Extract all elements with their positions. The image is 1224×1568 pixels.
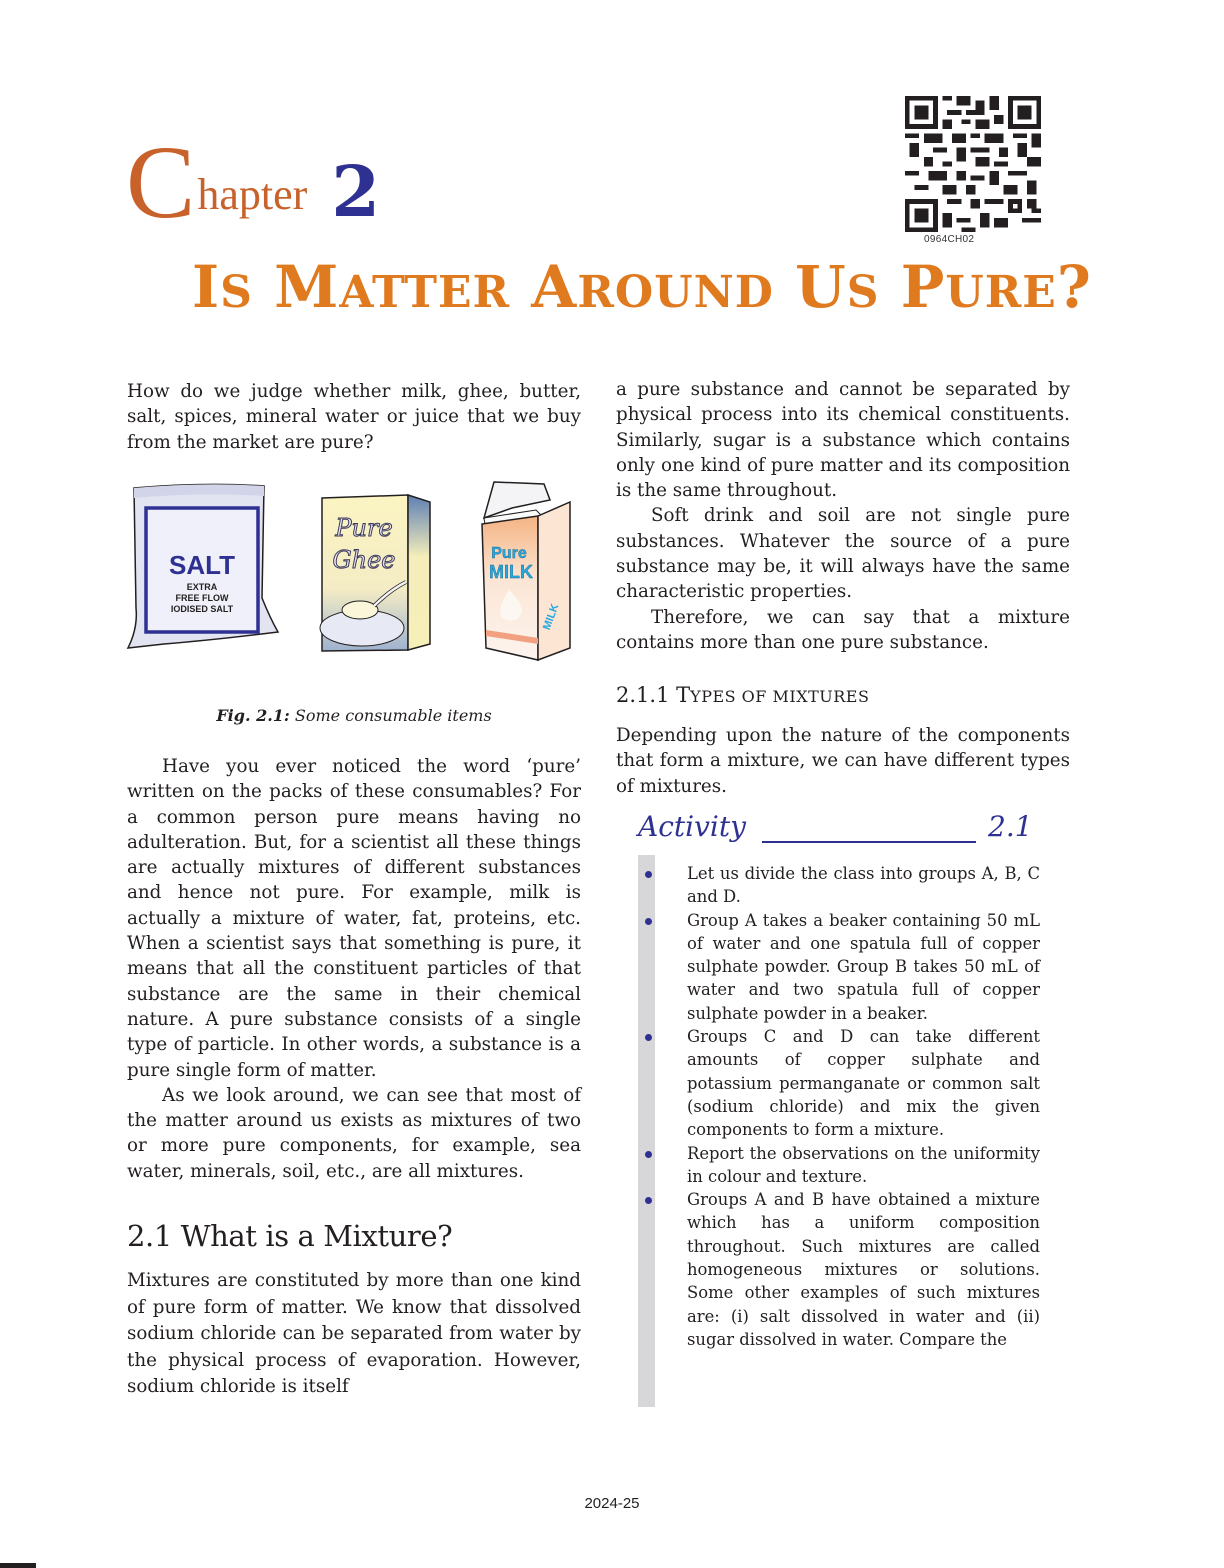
subsection-heading-types-of-mixtures: 2.1.1 TYPES OF MIXTURES <box>616 683 870 707</box>
paragraph-soft-drink: Soft drink and soil are not single pure substances. Whatever the source of a pure substance may be, it will always have the same characteristic properties. <box>616 505 1070 603</box>
bullet-icon <box>645 918 652 925</box>
svg-text:MILK: MILK <box>540 602 562 632</box>
right-body-text <box>616 377 1070 655</box>
figure-caption-label: Fig. 2.1: <box>216 706 290 725</box>
chapter-title <box>192 252 1092 328</box>
page-footer-year: 2024-25 <box>584 1495 640 1512</box>
title-word-us: US <box>795 253 880 321</box>
title-word-matter: MATTER <box>274 253 511 321</box>
figure-caption <box>127 706 581 725</box>
svg-text:MILK: MILK <box>489 562 533 582</box>
bullet-icon <box>645 1034 652 1041</box>
title-word-pure: PURE? <box>900 253 1092 321</box>
activity-step: Report the observations on the uniformity in colour and texture. <box>640 1142 1040 1189</box>
figure-caption-text: Some consumable items <box>289 706 492 725</box>
activity-step: Group A takes a beaker containing 50 mL of water and one spatula full of copper sulphate powder. Group B takes 50 mL of water and two spatula full of copper sulphate powder in a beaker. <box>640 909 1040 1025</box>
title-word-around: AROUND <box>531 253 774 321</box>
svg-text:EXTRA: EXTRA <box>186 582 218 592</box>
qr-code-label: 0964CH02 <box>924 234 975 245</box>
consumable-items-figure <box>124 478 580 670</box>
salt-pack-illustration <box>128 484 278 648</box>
ghee-box-illustration <box>320 495 430 651</box>
page-corner-mark <box>0 1563 36 1568</box>
activity-steps-list <box>640 862 1040 1351</box>
chapter-initial: C <box>126 125 196 240</box>
svg-text:Pure: Pure <box>335 514 393 542</box>
milk-carton-illustration <box>482 482 570 660</box>
activity-label: Activity <box>638 810 746 843</box>
chapter-number: 2 <box>331 150 381 233</box>
svg-text:IODISED SALT: IODISED SALT <box>170 604 234 614</box>
title-word-is: IS <box>192 253 253 321</box>
section-heading-what-is-mixture: 2.1 What is a Mixture? <box>127 1219 453 1253</box>
paragraph-pure-meaning: Have you ever noticed the word ‘pure’ written on the packs of these consumables? For a common person pure means having no adulteration. But, for a scientist all these things are actually mixtures of different substances and hence not pure. For example, milk is actually a mixture of water, fat, proteins, etc. When a scientist says that something is pure, it means that all the constituent particles of that substance are the same in their chemical nature. A pure substance consists of a single type of particle. In other words, a substance is a pure single form of matter. <box>127 756 581 1081</box>
paragraph-depending: Depending upon the nature of the components that form a mixture, we can have different types of mixtures. <box>616 725 1070 797</box>
activity-step: Groups A and B have obtained a mixture which has a uniform composition throughout. Such mixtures are called homogeneous mixtures or solutions. Some other examples of such mixtures are: (i) salt dissolved in water and (ii) sugar dissolved in water. Compare the <box>640 1188 1040 1351</box>
activity-step: Let us divide the class into groups A, B, C and D. <box>640 862 1040 909</box>
left-body-text <box>127 754 581 1184</box>
bullet-icon <box>645 871 652 878</box>
svg-text:Pure: Pure <box>491 545 527 562</box>
paragraph-mixtures-around: As we look around, we can see that most of the matter around us exists as mixtures of two or more pure components, for example, sea water, minerals, soil, etc., are all mixtures. <box>127 1084 581 1182</box>
bullet-icon <box>645 1151 652 1158</box>
paragraph-therefore: Therefore, we can say that a mixture contains more than one pure substance. <box>616 606 1070 653</box>
paragraph-pure-substance: a pure substance and cannot be separated by physical process into its chemical constituents. Similarly, sugar is a substance which contains only one kind of pure matter and its composition is the same throughout. <box>616 379 1070 502</box>
chapter-heading <box>126 125 381 240</box>
bullet-icon <box>645 1197 652 1204</box>
intro-paragraph: How do we judge whether milk, ghee, butter, salt, spices, mineral water or juice that we buy from the market are pure? <box>127 381 581 453</box>
activity-step: Groups C and D can take different amounts of copper sulphate and potassium permanganate or common salt (sodium chloride) and mix the given components to form a mixture. <box>640 1025 1040 1141</box>
activity-number: 2.1 <box>988 810 1033 843</box>
paragraph-mixture-definition: Mixtures are constituted by more than one kind of pure form of matter. We know that dissolved sodium chloride can be separated from water by the physical process of evaporation. However, sodium chloride is itself <box>127 1270 581 1397</box>
chapter-word: hapter <box>197 170 308 219</box>
svg-text:Ghee: Ghee <box>332 546 396 574</box>
svg-text:SALT: SALT <box>169 550 235 580</box>
activity-heading <box>638 810 1038 850</box>
activity-rule <box>762 841 976 843</box>
svg-text:FREE FLOW: FREE FLOW <box>175 593 229 603</box>
qr-code-icon[interactable] <box>905 96 1041 232</box>
